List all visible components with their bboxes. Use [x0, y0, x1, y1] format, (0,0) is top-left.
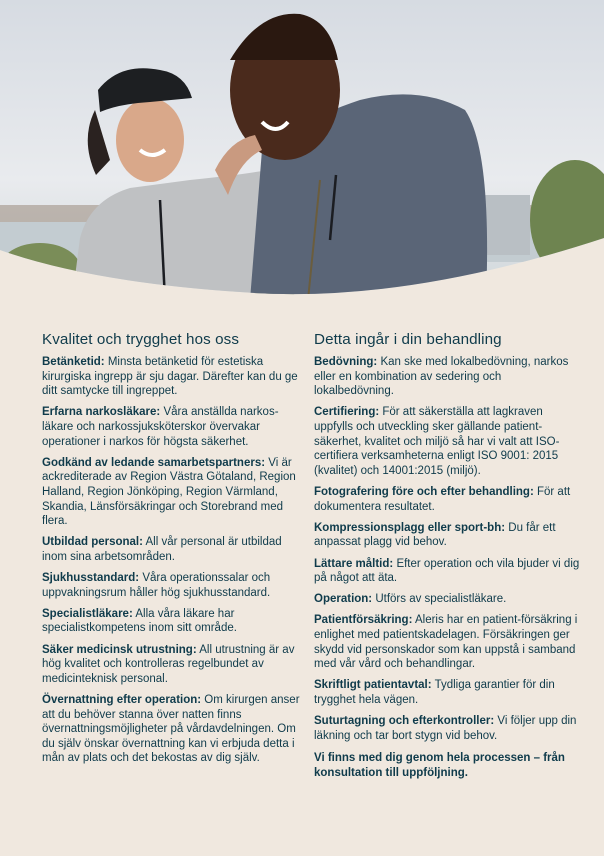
quality-item: [42, 535, 300, 564]
treatment-item: [314, 485, 582, 514]
item-term: Fotografering före och efter behandling:: [314, 485, 534, 498]
quality-item: [42, 571, 300, 600]
item-text: Vi är ackrediterade av Region Västra Götaland, Region Halland, Region Jönköping, Region Värmland, Skandia, Länsförsäkringar och Storebrand med flera.: [42, 456, 296, 528]
item-term: Operation:: [314, 593, 373, 606]
closing-statement: Vi finns med dig genom hela processen – från konsultation till uppföljning.: [314, 752, 565, 779]
quality-item: [42, 693, 300, 766]
item-text: Efter operation och vila bjuder vi dig på något att äta.: [314, 557, 580, 585]
quality-item: [42, 643, 300, 687]
treatment-item: [314, 405, 582, 478]
quality-item: [42, 355, 300, 399]
quality-item: [42, 405, 300, 449]
item-text: Vi följer upp din läkning och tar bort stygn vid behov.: [314, 715, 577, 742]
item-text: Kan ske med lokalbedövning, narkos eller en kombination av sedering och lokalbedövning.: [314, 356, 569, 398]
hero-photo: [0, 0, 604, 300]
item-text: För att säkerställa att lagkraven uppfylls och utveckling sker gällande patient-säkerhet, kvalitet och miljö så har vi valt att ISO-certifiera verksamheterna enligt ISO 9001: 2015 (kvalitet) och 14001:2015 (miljö).: [314, 406, 560, 477]
item-term: Bedövning:: [314, 356, 378, 368]
item-text: All vår personal är utbildad inom sina arbetsområden.: [42, 536, 282, 563]
treatment-item: [314, 678, 582, 707]
treatment-item: [314, 355, 582, 399]
treatment-item: [314, 521, 582, 550]
item-term: Specialistläkare:: [42, 607, 133, 620]
item-term: Erfarna narkosläkare:: [42, 406, 161, 419]
item-term: Certifiering:: [314, 406, 380, 419]
treatment-heading: Detta ingår i din behandling: [314, 331, 502, 348]
treatment-item: [314, 592, 582, 607]
item-term: Suturtagning och efterkontroller:: [314, 715, 495, 728]
item-text: Utförs av specialistläkare.: [372, 593, 507, 606]
quality-heading: Kvalitet och trygghet hos oss: [42, 331, 240, 348]
item-term: Kompressionsplagg eller sport-bh:: [314, 521, 506, 534]
quality-section: [42, 331, 300, 781]
item-term: Sjukhusstandard:: [42, 572, 140, 585]
quality-item: [42, 607, 300, 636]
item-text: Våra operationssalar och uppvakningsrum håller hög sjukhusstandard.: [42, 572, 271, 599]
item-text: Minsta betänketid för estetiska kirurgiska ingrepp är sju dagar. Därefter kan du ge ditt samtycke till ingreppet.: [42, 356, 298, 398]
item-text: Aleris har en patient-försäkring i enlighet med patientskadelagen. Försäkringen ger skydd vid personskador som kan uppstå i samband med vår vård och behandlingar.: [314, 614, 578, 671]
treatment-item: [314, 557, 582, 586]
item-text: Om kirurgen anser att du behöver stanna över natten finns övernattningsmöjligheter på vårdavdelningen. Om du själv önskar övernattning kan vi erbjuda detta i mån av plats och det bekostas av dig själv.: [42, 694, 300, 765]
item-text: Du får ett anpassat plagg vid behov.: [314, 521, 556, 549]
item-term: Övernattning efter operation:: [42, 694, 202, 707]
item-term: Skriftligt patientavtal:: [314, 679, 432, 692]
hero-illustration: [0, 0, 604, 300]
item-term: Utbildad personal:: [42, 536, 143, 549]
quality-item: [42, 456, 300, 529]
item-text: Våra anställda narkos-läkare och narkossjuksköterskor övervakar operationer i narkos för högsta säkerhet.: [42, 406, 279, 448]
item-term: Godkänd av ledande samarbetspartners:: [42, 456, 266, 469]
item-text: All utrustning är av hög kvalitet och kontrolleras regelbundet av medicinteknisk personal.: [42, 643, 295, 685]
item-term: Betänketid:: [42, 356, 105, 368]
item-text: Tydliga garantier för din trygghet hela vägen.: [314, 679, 555, 707]
item-text: För att dokumentera resultatet.: [314, 485, 571, 513]
content-columns: [42, 331, 582, 781]
item-term: Patientförsäkring:: [314, 614, 413, 627]
item-term: Säker medicinsk utrustning:: [42, 643, 197, 656]
treatment-section: [314, 331, 582, 781]
treatment-item: [314, 613, 582, 671]
item-term: Lättare måltid:: [314, 557, 394, 570]
item-text: Alla våra läkare har specialistkompetens inom sitt område.: [42, 607, 237, 635]
treatment-item: [314, 714, 582, 743]
